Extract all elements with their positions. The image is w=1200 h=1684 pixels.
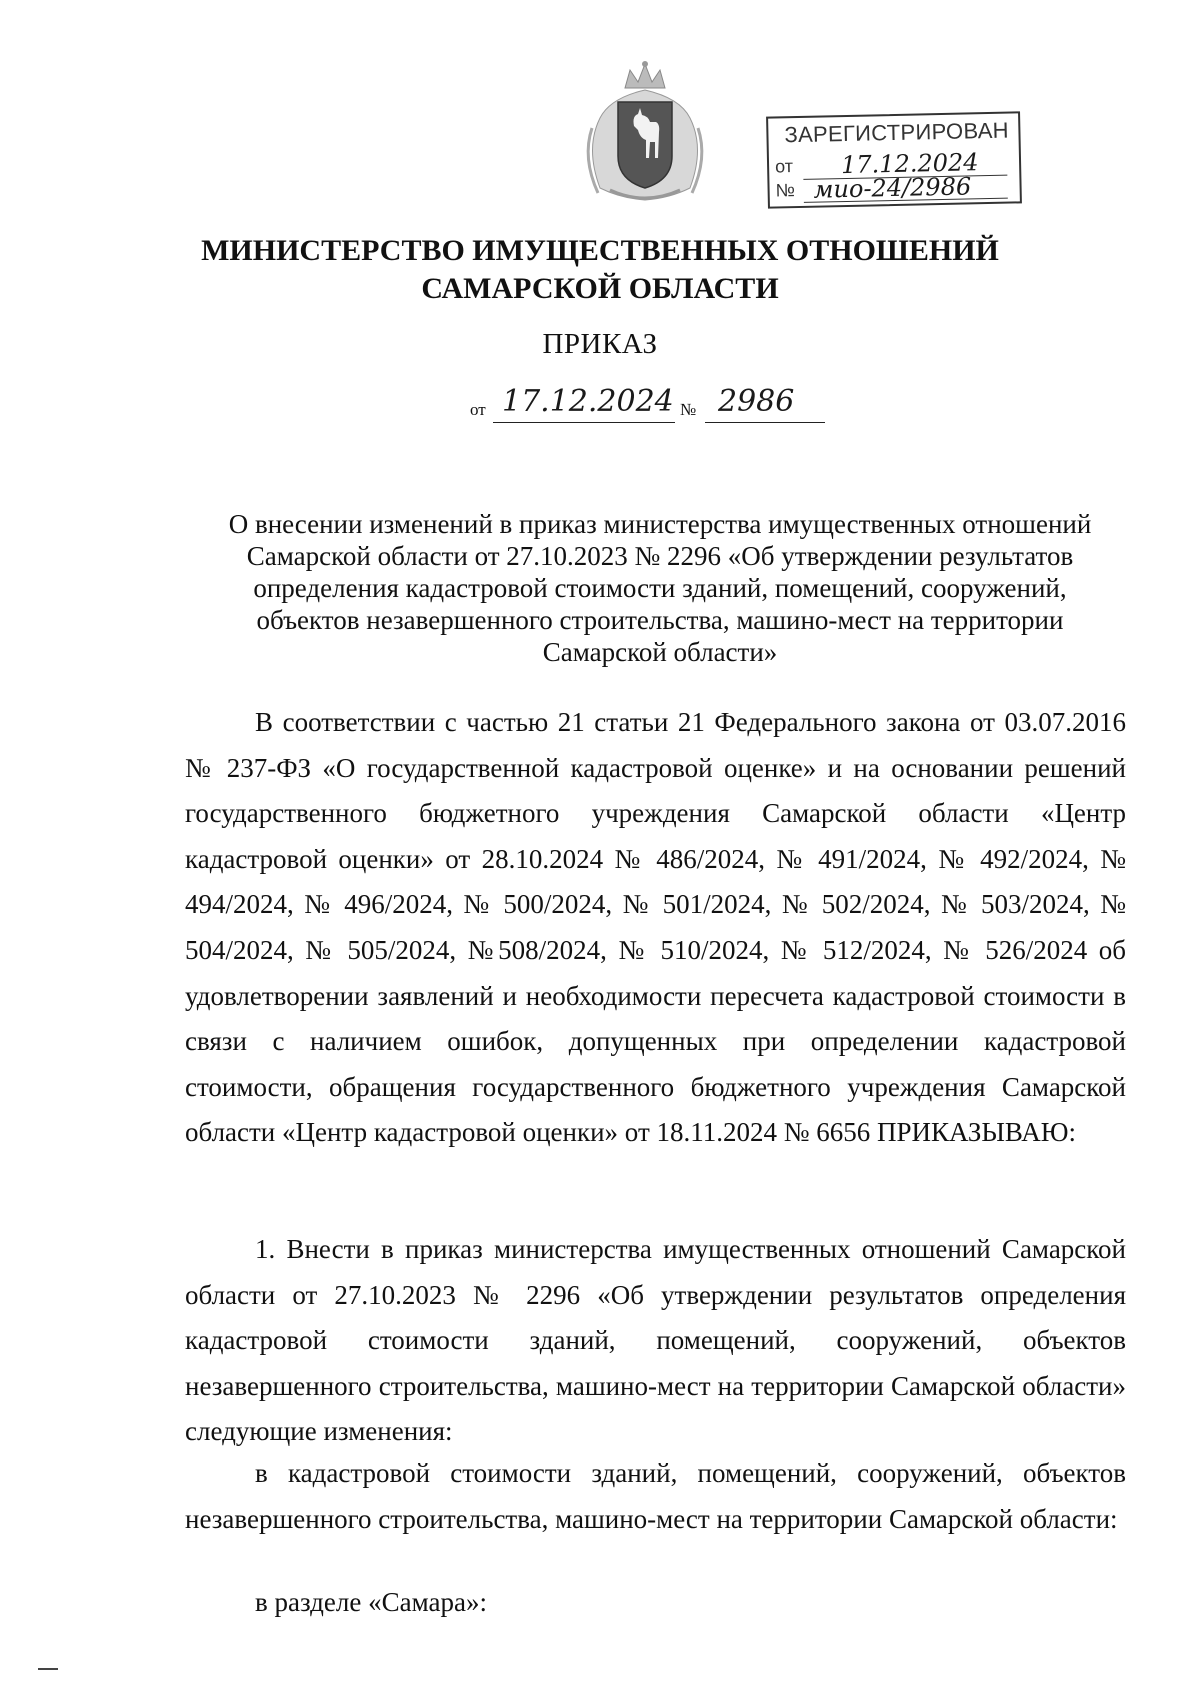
samara-coat-of-arms-icon: [580, 58, 710, 208]
order-date-label: от: [470, 400, 486, 419]
stamp-date-label: от: [774, 156, 794, 177]
ministry-heading: [0, 232, 1200, 308]
ministry-line-2: САМАРСКОЙ ОБЛАСТИ: [421, 272, 779, 305]
stamp-title: ЗАРЕГИСТРИРОВАН: [784, 117, 1010, 148]
order-date-value: 17.12.2024: [502, 384, 674, 419]
scan-edge-mark: [38, 1668, 58, 1670]
body-paragraph-1: [185, 700, 1126, 1156]
order-number-value: 2986: [718, 384, 795, 419]
body-paragraph-2: [185, 1227, 1126, 1455]
order-title: ПРИКАЗ: [542, 328, 658, 360]
body-paragraph-4: [185, 1580, 1126, 1626]
stamp-number-value: мио-24/2986: [813, 172, 972, 204]
paragraph-text: в разделе «Самара»:: [255, 1587, 487, 1617]
stamp-number-label: №: [775, 180, 796, 201]
stamp-number-row: [775, 180, 795, 201]
body-paragraph-3: [185, 1451, 1126, 1542]
order-date-number-line: [0, 384, 1200, 424]
stamp-date-value: 17.12.2024: [840, 148, 979, 180]
registration-stamp: [766, 111, 1022, 208]
ministry-line-1: МИНИСТЕРСТВО ИМУЩЕСТВЕННЫХ ОТНОШЕНИЙ: [201, 234, 999, 267]
order-subject: О внесении изменений в приказ министерства имущественных отношений Самарской области от 27.10.2023 № 2296 «Об утверждении результатов определения кадастровой стоимости зданий, помещений, сооружений, объектов незавершенного строительства, машино-мест на территории Самарской области»: [228, 509, 1092, 667]
stamp-date-row: [775, 156, 793, 177]
paragraph-text: 1. Внести в приказ министерства имущественных отношений Самарской области от 27.10.2023 № 2296 «Об утверждении результатов определения кадастровой стоимости зданий, помещений, сооружений, объектов незавершенного строительства, машино-мест на территории Самарской области» следующие изменения:: [185, 1234, 1126, 1447]
paragraph-text: в кадастровой стоимости зданий, помещений, сооружений, объектов незавершенного строительства, машино-мест на территории Самарской области:: [185, 1458, 1126, 1534]
order-number-label: №: [680, 400, 697, 419]
paragraph-text: В соответствии с частью 21 статьи 21 Федерального закона от 03.07.2016 № 237-ФЗ «О государственной кадастровой оценке» и на основании решений государственного бюджетного учреждения Самарской области «Центр кадастровой оценки» от 28.10.2024 № 486/2024, № 491/2024, № 492/2024, № 494/2024, № 496/2024, № 500/2024, № 501/2024, № 502/2024, № 503/2024, № 504/2024, № 505/2024, №508/2024, № 510/2024, № 512/2024, № 526/2024 об удовлетворении заявлений и необходимости пересчета кадастровой стоимости в связи с наличием ошибок, допущенных при определении кадастровой стоимости, обращения государственного бюджетного учреждения Самарской области «Центр кадастровой оценки» от 18.11.2024 № 6656 ПРИКАЗЫВАЮ:: [185, 707, 1126, 1148]
